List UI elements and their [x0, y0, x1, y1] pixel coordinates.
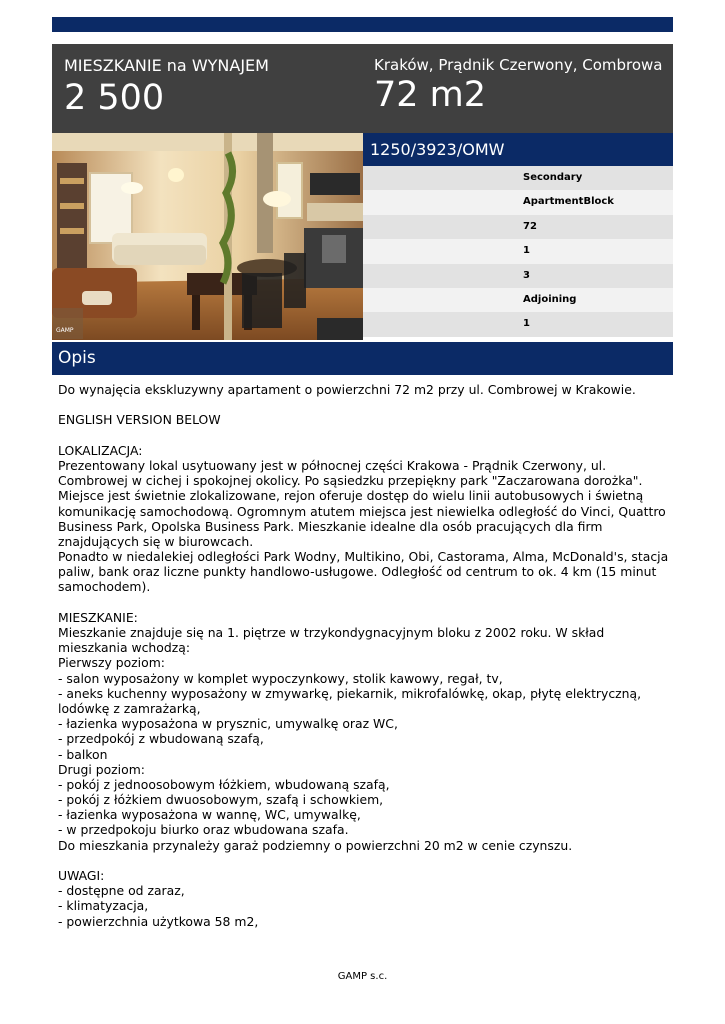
attribute-row-area: 72	[363, 215, 673, 239]
description-line: komunikację samochodową. Ogromnym atutem miejsca jest niewielka odległość do Vinci, Quattro	[58, 503, 666, 519]
description-line: Combrowej w cichej i spokojnej okolicy. Po sąsiedzku przepiękny park "Zaczarowana dorożka".	[58, 473, 643, 489]
listing-header	[52, 44, 673, 133]
description-line: Prezentowany lokal usytuowany jest w północnej części Krakowa - Prądnik Czerwony, ul.	[58, 457, 607, 473]
description-line: lodówkę z zamrażarką,	[58, 700, 201, 716]
description-line: Ponadto w niedalekiej odległości Park Wodny, Multikino, Obi, Castorama, Alma, McDonald's, stacja	[58, 549, 669, 565]
description-line: - w przedpokoju biurko oraz wbudowana szafa.	[58, 822, 349, 838]
description-line: Miejsce jest świetnie zlokalizowane, rejon oferuje dostęp do wielu linii autobusowych i świetną	[58, 488, 644, 504]
attribute-row-kitchen: Adjoining	[363, 288, 673, 312]
description-line: paliw, bank oraz liczne punkty handlowo-usługowe. Odległość od centrum to ok. 4 km (15 minut	[58, 564, 657, 580]
listing-area: 72 m2	[374, 75, 487, 115]
description-line	[58, 853, 668, 868]
attribute-row-building-type: ApartmentBlock	[363, 190, 673, 214]
description-line: - powierzchnia użytkowa 58 m2,	[58, 913, 259, 929]
description-line: znajdujących się w biurowcach.	[58, 533, 254, 549]
listing-location: Kraków, Prądnik Czerwony, Combrowa	[374, 56, 663, 74]
description-line: mieszkania wchodzą:	[58, 640, 190, 656]
description-line: Do wynajęcia ekskluzywny apartament o powierzchni 72 m2 przy ul. Combrowej w Krakowie.	[58, 382, 636, 397]
attribute-row-floor: 1	[363, 239, 673, 263]
description-line: MIESZKANIE:	[58, 609, 138, 625]
listing-price: 2 500	[64, 78, 165, 118]
description-line: - aneks kuchenny wyposażony w zmywarkę, piekarnik, mikrofalówkę, okap, płytę elektryczną,	[58, 685, 642, 701]
reference-number: 1250/3923/OMW	[363, 133, 673, 166]
header-right	[374, 56, 669, 115]
description-line: Drugi poziom:	[58, 761, 145, 777]
listing-type: MIESZKANIE na WYNAJEM	[64, 56, 269, 75]
description-line: - salon wyposażony w komplet wypoczynkowy, stolik kawowy, regał, tv,	[58, 670, 503, 686]
attribute-row-market: Secondary	[363, 166, 673, 190]
attribute-row-bathrooms: 1	[363, 312, 673, 336]
description-line: - klimatyzacja,	[58, 898, 149, 914]
description-line: - pokój z łóżkiem dwuosobowym, szafą i schowkiem,	[58, 792, 384, 808]
description-line: ENGLISH VERSION BELOW	[58, 412, 221, 428]
attributes-table	[363, 166, 673, 337]
attribute-row-rooms: 3	[363, 264, 673, 288]
description-line	[58, 595, 668, 610]
footer-company: GAMP s.c.	[337, 971, 388, 982]
description-line	[58, 428, 668, 443]
description-line: - balkon	[58, 746, 108, 762]
apartment-photo-image	[52, 133, 363, 340]
photo-watermark: GAMP	[56, 327, 74, 334]
description-line: Do mieszkania przynależy garaż podziemny o powierzchni 20 m2 w cenie czynszu.	[58, 837, 573, 853]
description-text	[58, 382, 668, 929]
description-line: - przedpokój z wbudowaną szafą,	[58, 731, 264, 747]
description-line: samochodem).	[58, 579, 151, 595]
description-line: Mieszkanie znajduje się na 1. piętrze w trzykondygnacyjnym bloku z 2002 roku. W skład	[58, 625, 605, 640]
description-line: Business Park, Opolska Business Park. Mieszkanie idealne dla osób pracujących dla firm	[58, 518, 603, 534]
description-line: - pokój z jednoosobowym łóżkiem, wbudowaną szafą,	[58, 776, 390, 792]
description-line: UWAGI:	[58, 868, 105, 883]
description-heading: Opis	[52, 342, 673, 375]
description-line: - łazienka wyposażona w wannę, WC, umywalkę,	[58, 807, 361, 823]
description-line: - łazienka wyposażona w prysznic, umywalkę oraz WC,	[58, 716, 398, 732]
description-line: LOKALIZACJA:	[58, 442, 143, 458]
listing-photo	[52, 133, 363, 340]
description-line	[58, 397, 668, 412]
top-accent-bar	[52, 17, 673, 32]
header-left	[64, 56, 364, 118]
description-line: Pierwszy poziom:	[58, 655, 165, 671]
description-line: - dostępne od zaraz,	[58, 883, 185, 899]
